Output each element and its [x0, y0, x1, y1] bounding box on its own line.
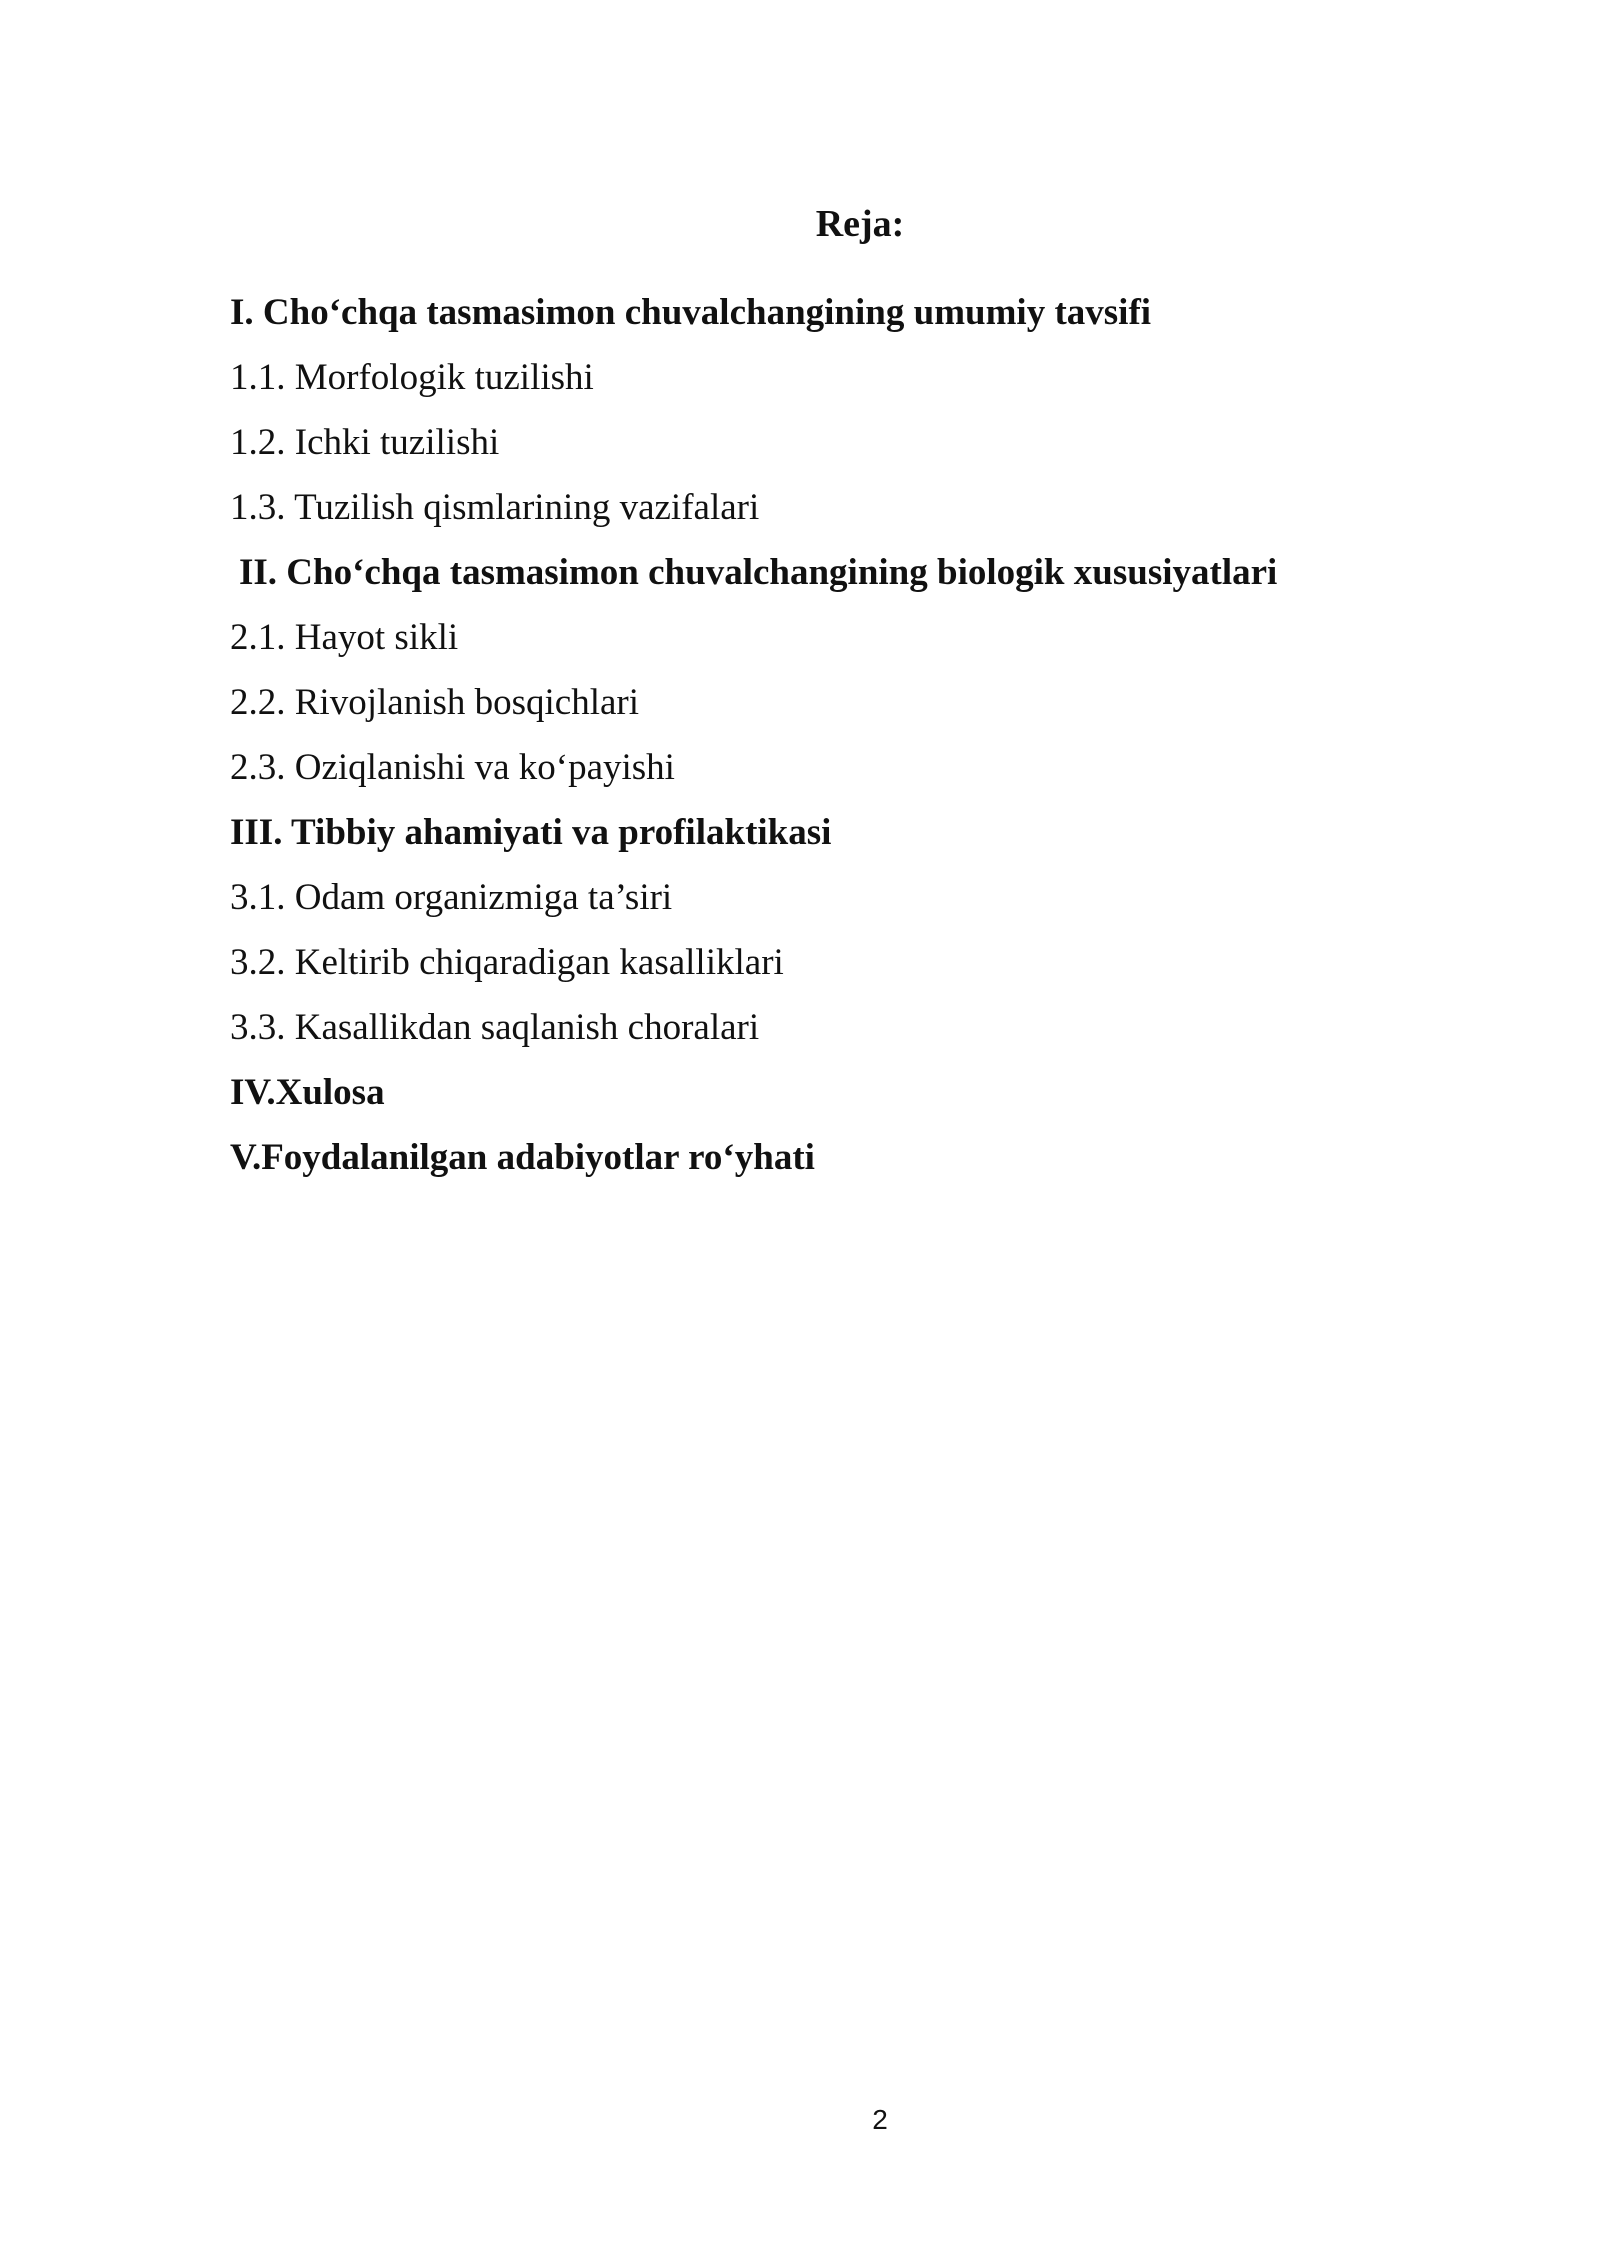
toc-item-2-2: 2.2. Rivojlanish bosqichlari: [230, 682, 640, 723]
toc-item-1-3: 1.3. Tuzilish qismlarining vazifalari: [230, 487, 760, 528]
toc-item-3-2: 3.2. Keltirib chiqaradigan kasalliklari: [230, 942, 784, 983]
toc-item-1-2: 1.2. Ichki tuzilishi: [230, 422, 500, 463]
toc-item-1-1: 1.1. Morfologik tuzilishi: [230, 357, 594, 398]
toc-section-5: V.Foydalanilgan adabiyotlar ro‘yhati: [230, 1137, 815, 1178]
toc-item-2-3: 2.3. Oziqlanishi va ko‘payishi: [230, 747, 675, 788]
toc-section-1: I. Cho‘chqa tasmasimon chuvalchangining umumiy tavsifi: [230, 292, 1152, 333]
toc-section-4: IV.Xulosa: [230, 1072, 385, 1113]
table-of-contents: [230, 280, 1430, 1190]
page-number: 2: [872, 2104, 888, 2135]
page-title: Reja:: [815, 203, 905, 245]
toc-item-3-3: 3.3. Kasallikdan saqlanish choralari: [230, 1007, 760, 1048]
toc-item-3-1: 3.1. Odam organizmiga ta’siri: [230, 877, 673, 918]
toc-section-3: III. Tibbiy ahamiyati va profilaktikasi: [230, 812, 832, 853]
toc-section-2: II. Cho‘chqa tasmasimon chuvalchangining biologik xususiyatlari: [239, 552, 1278, 593]
toc-item-2-1: 2.1. Hayot sikli: [230, 617, 459, 658]
